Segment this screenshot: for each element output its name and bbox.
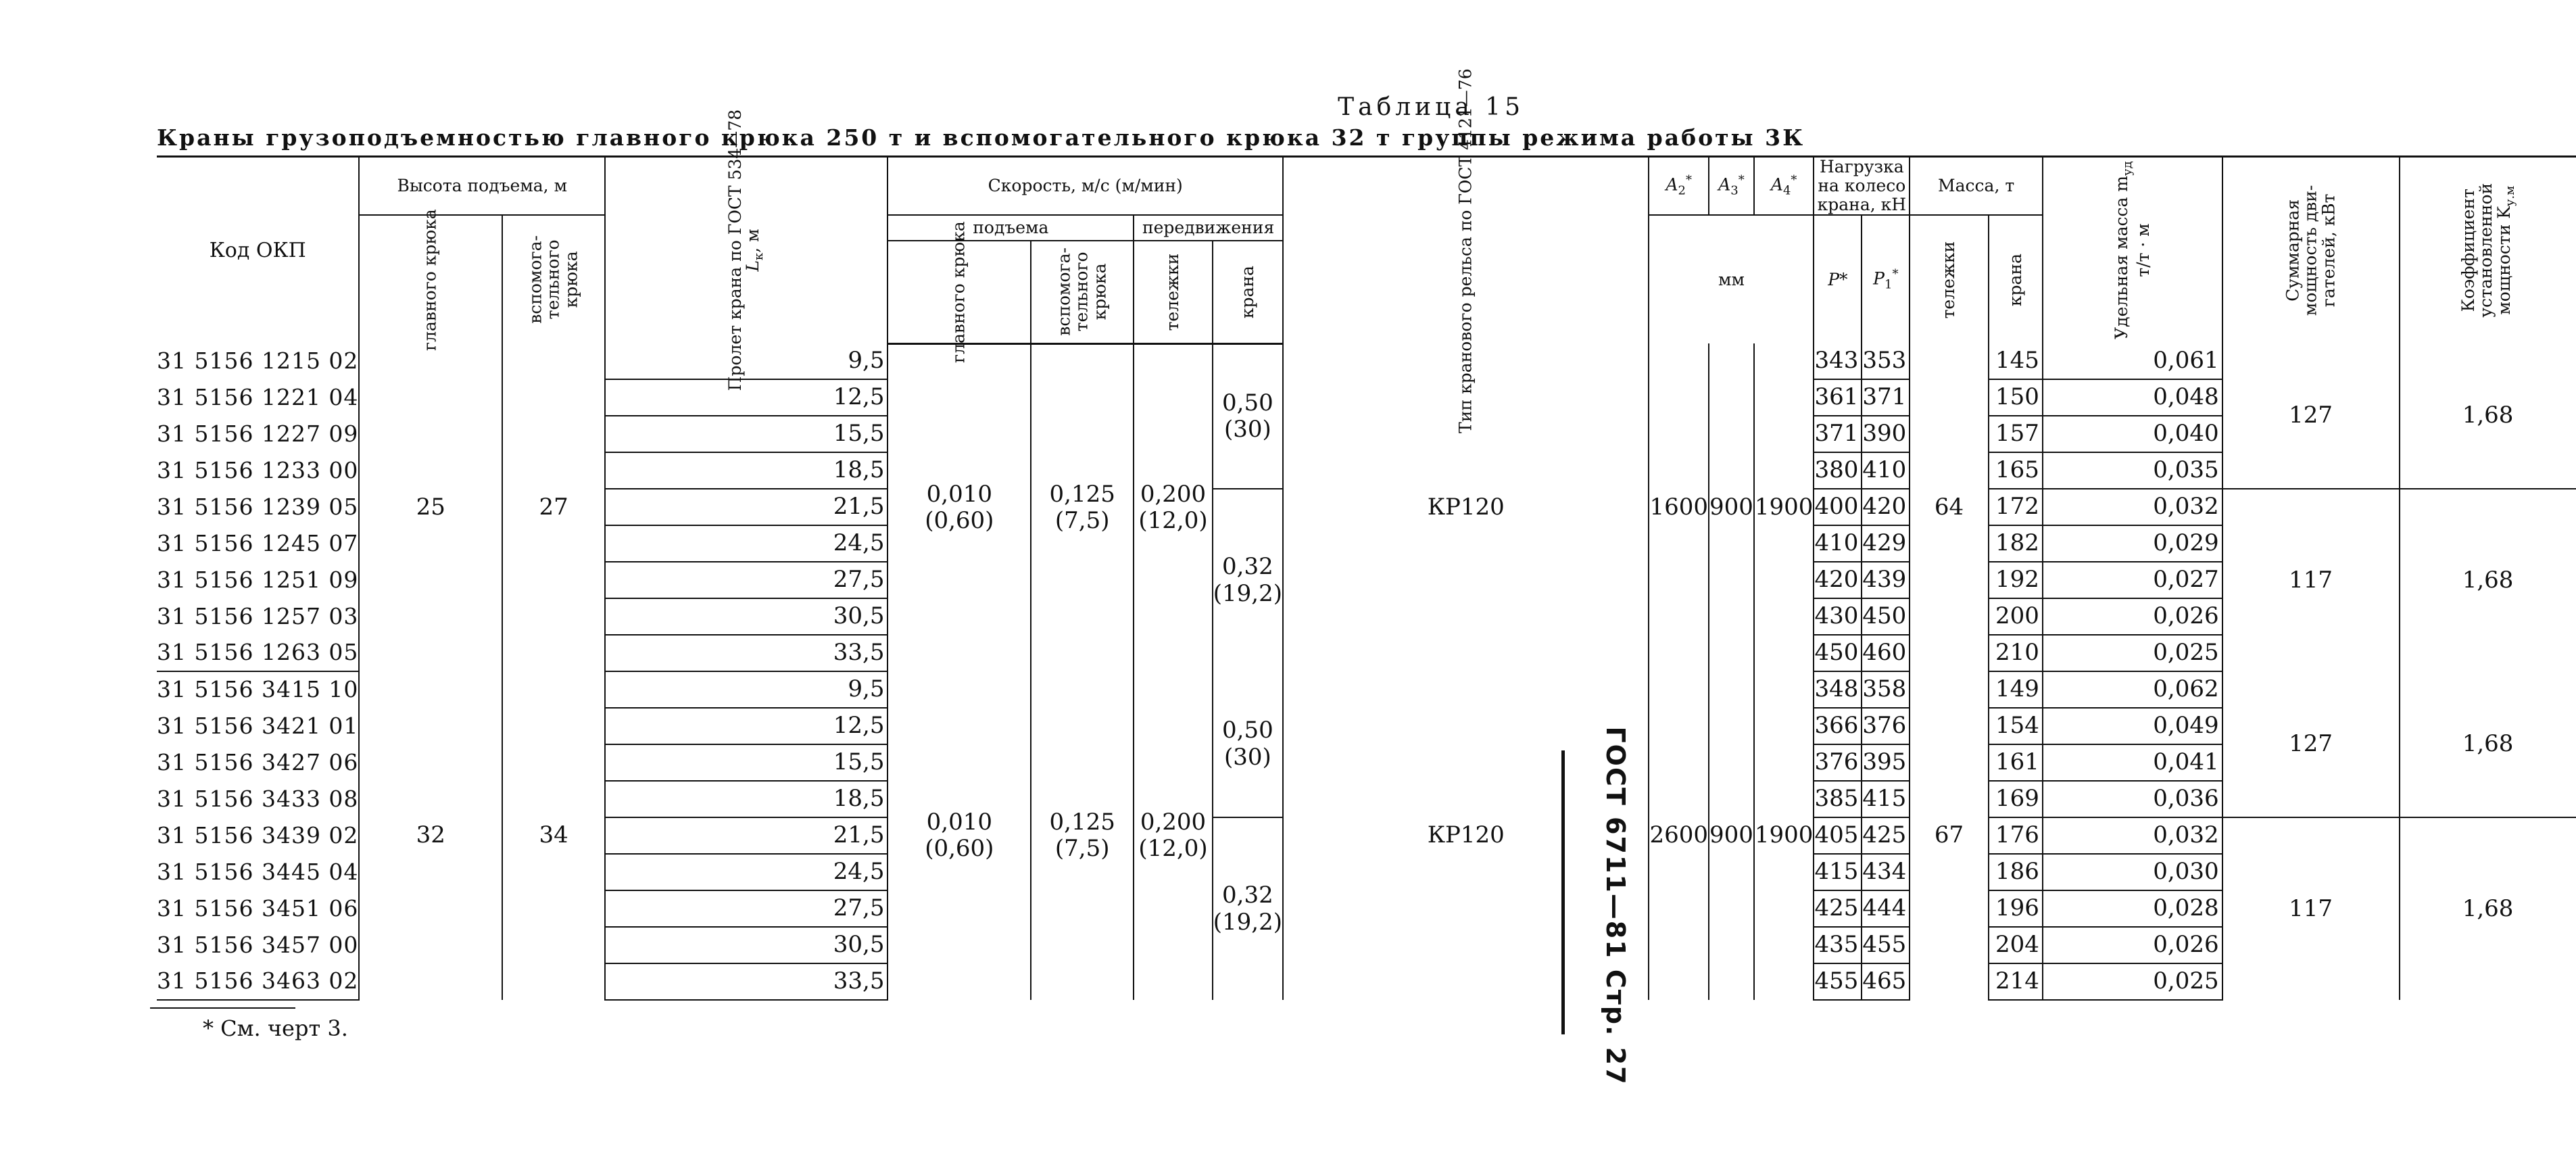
specific-mass: 0,025 bbox=[2043, 963, 2222, 1000]
total-power-a: 127 bbox=[2222, 671, 2400, 817]
okp-code: 31 5156 1251 09 bbox=[157, 562, 359, 598]
wheel-load-p: 450 bbox=[1814, 635, 1862, 671]
footnote: * См. черт 3. bbox=[203, 1015, 348, 1041]
wheel-load-p: 343 bbox=[1814, 343, 1862, 379]
header-lift-aux-hook: вспомога- тельного крюка bbox=[502, 215, 605, 343]
power-coefficient-b: 1,68 bbox=[2400, 489, 2576, 671]
header-a2: $A_2^*$ bbox=[1649, 157, 1709, 216]
speed-lift-main bbox=[888, 343, 1031, 671]
header-speed-aux-hook: вспомога- тельного крюка bbox=[1031, 241, 1134, 344]
specific-mass: 0,041 bbox=[2043, 744, 2222, 781]
speed-crane-a bbox=[1213, 671, 1283, 817]
header-specific-mass: Удельная масса $m_{уд}$ т/т · м bbox=[2043, 157, 2222, 344]
speed-lift-aux-ms: 0,125 bbox=[1049, 481, 1115, 508]
okp-code: 31 5156 3433 08 bbox=[157, 781, 359, 817]
mass-trolley: 64 bbox=[1910, 343, 1989, 671]
wheel-load-p: 366 bbox=[1814, 708, 1862, 744]
specific-mass: 0,028 bbox=[2043, 890, 2222, 927]
okp-code: 31 5156 3415 10 bbox=[157, 671, 359, 708]
header-rail: Тип кранового рельса по ГОСТ 4121—76 bbox=[1283, 157, 1649, 344]
mass-crane: 186 bbox=[1989, 854, 2043, 890]
okp-code: 31 5156 1215 02 bbox=[157, 343, 359, 379]
header-mm: мм bbox=[1649, 215, 1814, 343]
okp-code: 31 5156 1263 05 bbox=[157, 635, 359, 671]
okp-code: 31 5156 3451 06 bbox=[157, 890, 359, 927]
specific-mass: 0,032 bbox=[2043, 489, 2222, 525]
crane-span: 24,5 bbox=[605, 525, 888, 562]
speed-lift-main-mmin: (0,60) bbox=[925, 835, 994, 862]
speed-lift-aux-ms: 0,125 bbox=[1049, 808, 1115, 836]
okp-code: 31 5156 3463 02 bbox=[157, 963, 359, 1000]
wheel-load-p1: 429 bbox=[1862, 525, 1910, 562]
specific-mass: 0,036 bbox=[2043, 781, 2222, 817]
crane-span: 9,5 bbox=[605, 343, 888, 379]
header-power-coefficient: Коэффициент установленной мощности $K_{у.м}$ bbox=[2400, 157, 2576, 344]
wheel-load-p1: 410 bbox=[1862, 452, 1910, 489]
specific-mass: 0,035 bbox=[2043, 452, 2222, 489]
header-mass: Масса, т bbox=[1910, 157, 2043, 216]
header-travel: передвижения bbox=[1134, 215, 1283, 241]
wheel-load-p1: 439 bbox=[1862, 562, 1910, 598]
wheel-load-p: 430 bbox=[1814, 598, 1862, 635]
speed-crane-b bbox=[1213, 489, 1283, 671]
dim-a2: 1600 bbox=[1649, 343, 1709, 671]
mass-crane: 150 bbox=[1989, 379, 2043, 416]
table-row bbox=[157, 671, 2576, 708]
side-bar bbox=[1561, 750, 1565, 1034]
power-coefficient-b: 1,68 bbox=[2400, 817, 2576, 1000]
header-speed-trolley: тележки bbox=[1134, 241, 1213, 344]
wheel-load-p1: 465 bbox=[1862, 963, 1910, 1000]
specific-mass: 0,026 bbox=[2043, 927, 2222, 963]
speed-lift-aux bbox=[1031, 671, 1134, 1000]
header-wheel-load: Нагрузка на колесо крана, кН bbox=[1814, 157, 1910, 216]
wheel-load-p: 415 bbox=[1814, 854, 1862, 890]
dim-a4: 1900 bbox=[1754, 343, 1814, 671]
power-coefficient-a: 1,68 bbox=[2400, 671, 2576, 817]
crane-span: 21,5 bbox=[605, 817, 888, 854]
wheel-load-p1: 415 bbox=[1862, 781, 1910, 817]
crane-span: 12,5 bbox=[605, 379, 888, 416]
wheel-load-p: 420 bbox=[1814, 562, 1862, 598]
wheel-load-p1: 444 bbox=[1862, 890, 1910, 927]
total-power-b: 117 bbox=[2222, 817, 2400, 1000]
mass-crane: 214 bbox=[1989, 963, 2043, 1000]
lift-height-main: 25 bbox=[359, 343, 502, 671]
speed-trolley-ms: 0,200 bbox=[1140, 481, 1207, 508]
crane-span: 30,5 bbox=[605, 927, 888, 963]
wheel-load-p1: 455 bbox=[1862, 927, 1910, 963]
speed-crane-b-ms: 0,32 bbox=[1222, 553, 1273, 581]
mass-crane: 161 bbox=[1989, 744, 2043, 781]
mass-crane: 165 bbox=[1989, 452, 2043, 489]
speed-crane-a-ms: 0,50 bbox=[1222, 389, 1273, 416]
wheel-load-p: 410 bbox=[1814, 525, 1862, 562]
speed-lift-main-ms: 0,010 bbox=[926, 808, 992, 836]
mass-crane: 210 bbox=[1989, 635, 2043, 671]
speed-lift-aux bbox=[1031, 343, 1134, 671]
specific-mass: 0,026 bbox=[2043, 598, 2222, 635]
specific-mass: 0,062 bbox=[2043, 671, 2222, 708]
speed-crane-a-ms: 0,50 bbox=[1222, 717, 1273, 744]
crane-span: 33,5 bbox=[605, 963, 888, 1000]
okp-code: 31 5156 3445 04 bbox=[157, 854, 359, 890]
mass-crane: 157 bbox=[1989, 416, 2043, 452]
header-p: P* bbox=[1814, 215, 1862, 343]
mass-crane: 169 bbox=[1989, 781, 2043, 817]
header-speed: Скорость, м/с (м/мин) bbox=[888, 157, 1283, 216]
crane-span: 27,5 bbox=[605, 562, 888, 598]
specific-mass: 0,032 bbox=[2043, 817, 2222, 854]
okp-code: 31 5156 1245 07 bbox=[157, 525, 359, 562]
speed-crane-b-ms: 0,32 bbox=[1222, 882, 1273, 909]
dim-a3: 900 bbox=[1709, 671, 1754, 1000]
crane-span: 15,5 bbox=[605, 744, 888, 781]
mass-crane: 172 bbox=[1989, 489, 2043, 525]
speed-crane-b-mmin: (19,2) bbox=[1213, 579, 1283, 607]
specific-mass: 0,027 bbox=[2043, 562, 2222, 598]
header-mass-crane: крана bbox=[1989, 215, 2043, 343]
wheel-load-p: 385 bbox=[1814, 781, 1862, 817]
table-body bbox=[157, 343, 2576, 1000]
okp-code: 31 5156 1233 00 bbox=[157, 452, 359, 489]
wheel-load-p1: 450 bbox=[1862, 598, 1910, 635]
header-lift-height: Высота подъема, м bbox=[359, 157, 605, 216]
wheel-load-p: 425 bbox=[1814, 890, 1862, 927]
lift-height-aux: 34 bbox=[502, 671, 605, 1000]
header-span-text: Пролет крана по ГОСТ 534—78 bbox=[725, 110, 746, 391]
wheel-load-p: 380 bbox=[1814, 452, 1862, 489]
okp-code: 31 5156 3457 00 bbox=[157, 927, 359, 963]
mass-crane: 149 bbox=[1989, 671, 2043, 708]
wheel-load-p1: 395 bbox=[1862, 744, 1910, 781]
specific-mass: 0,029 bbox=[2043, 525, 2222, 562]
wheel-load-p1: 376 bbox=[1862, 708, 1910, 744]
okp-code: 31 5156 3439 02 bbox=[157, 817, 359, 854]
header-a3: $A_3^*$ bbox=[1709, 157, 1754, 216]
crane-span: 18,5 bbox=[605, 452, 888, 489]
wheel-load-p: 376 bbox=[1814, 744, 1862, 781]
table-number: Таблица 15 bbox=[1338, 93, 1524, 121]
header-code: Код ОКП bbox=[157, 157, 359, 344]
crane-span: 24,5 bbox=[605, 854, 888, 890]
mass-trolley: 67 bbox=[1910, 671, 1989, 1000]
crane-span: 30,5 bbox=[605, 598, 888, 635]
dim-a2: 2600 bbox=[1649, 671, 1709, 1000]
mass-crane: 192 bbox=[1989, 562, 2043, 598]
specific-mass: 0,048 bbox=[2043, 379, 2222, 416]
okp-code: 31 5156 3427 06 bbox=[157, 744, 359, 781]
wheel-load-p: 455 bbox=[1814, 963, 1862, 1000]
header-speed-crane: крана bbox=[1213, 241, 1283, 344]
wheel-load-p1: 390 bbox=[1862, 416, 1910, 452]
header-p1: $P_1^*$ bbox=[1862, 215, 1910, 343]
wheel-load-p: 405 bbox=[1814, 817, 1862, 854]
speed-lift-aux-mmin: (7,5) bbox=[1054, 835, 1110, 862]
header-span-sub: к bbox=[752, 253, 767, 261]
crane-span: 27,5 bbox=[605, 890, 888, 927]
lift-height-aux: 27 bbox=[502, 343, 605, 671]
mass-crane: 200 bbox=[1989, 598, 2043, 635]
wheel-load-p: 400 bbox=[1814, 489, 1862, 525]
wheel-load-p: 348 bbox=[1814, 671, 1862, 708]
mass-crane: 176 bbox=[1989, 817, 2043, 854]
speed-lift-main-mmin: (0,60) bbox=[925, 507, 994, 535]
okp-code: 31 5156 1221 04 bbox=[157, 379, 359, 416]
specific-mass: 0,025 bbox=[2043, 635, 2222, 671]
mass-crane: 182 bbox=[1989, 525, 2043, 562]
rail-type: КР120 bbox=[1283, 343, 1649, 671]
total-power-b: 117 bbox=[2222, 489, 2400, 671]
specific-mass: 0,049 bbox=[2043, 708, 2222, 744]
okp-code: 31 5156 1257 03 bbox=[157, 598, 359, 635]
table-caption: Краны грузоподъемностью главного крюка 250 т и вспомогательного крюка 32 т группы режима работы 3К bbox=[157, 124, 1805, 151]
crane-span: 21,5 bbox=[605, 489, 888, 525]
speed-trolley-mmin: (12,0) bbox=[1138, 507, 1208, 535]
wheel-load-p1: 420 bbox=[1862, 489, 1910, 525]
speed-trolley-ms: 0,200 bbox=[1140, 808, 1207, 836]
specific-mass: 0,030 bbox=[2043, 854, 2222, 890]
dim-a4: 1900 bbox=[1754, 671, 1814, 1000]
header-span-unit: L bbox=[743, 260, 763, 272]
wheel-load-p1: 460 bbox=[1862, 635, 1910, 671]
wheel-load-p1: 434 bbox=[1862, 854, 1910, 890]
crane-span: 15,5 bbox=[605, 416, 888, 452]
wheel-load-p: 435 bbox=[1814, 927, 1862, 963]
speed-trolley-mmin: (12,0) bbox=[1138, 835, 1208, 862]
speed-lift-main bbox=[888, 671, 1031, 1000]
speed-crane-a-mmin: (30) bbox=[1224, 743, 1271, 771]
header-mass-trolley: тележки bbox=[1910, 215, 1989, 343]
mass-crane: 145 bbox=[1989, 343, 2043, 379]
rail-type: КР120 bbox=[1283, 671, 1649, 1000]
mass-crane: 196 bbox=[1989, 890, 2043, 927]
okp-code: 31 5156 1227 09 bbox=[157, 416, 359, 452]
crane-span: 18,5 bbox=[605, 781, 888, 817]
speed-crane-a bbox=[1213, 343, 1283, 489]
specific-mass: 0,040 bbox=[2043, 416, 2222, 452]
header-speed-main-hook: главного крюка bbox=[888, 241, 1031, 344]
speed-crane-a-mmin: (30) bbox=[1224, 415, 1271, 443]
mass-crane: 204 bbox=[1989, 927, 2043, 963]
wheel-load-p: 361 bbox=[1814, 379, 1862, 416]
header-lift-main-hook: главного крюка bbox=[359, 215, 502, 343]
footnote-rule bbox=[150, 1007, 295, 1009]
total-power-a: 127 bbox=[2222, 343, 2400, 489]
okp-code: 31 5156 3421 01 bbox=[157, 708, 359, 744]
speed-trolley bbox=[1134, 343, 1213, 671]
wheel-load-p1: 358 bbox=[1862, 671, 1910, 708]
page-side-label: ГОСТ 6711—81 Стр. 27 bbox=[1601, 726, 1630, 1086]
dim-a3: 900 bbox=[1709, 343, 1754, 671]
table-row bbox=[157, 343, 2576, 379]
okp-code: 31 5156 1239 05 bbox=[157, 489, 359, 525]
header-lifting: подъема bbox=[888, 215, 1134, 241]
speed-trolley bbox=[1134, 671, 1213, 1000]
speed-crane-b bbox=[1213, 817, 1283, 1000]
header-total-power: Суммарная мощность дви- гателей, кВт bbox=[2222, 157, 2400, 344]
wheel-load-p1: 371 bbox=[1862, 379, 1910, 416]
crane-span: 9,5 bbox=[605, 671, 888, 708]
mass-crane: 154 bbox=[1989, 708, 2043, 744]
power-coefficient-a: 1,68 bbox=[2400, 343, 2576, 489]
header-span-tail: , м bbox=[743, 229, 763, 254]
speed-lift-aux-mmin: (7,5) bbox=[1054, 507, 1110, 535]
speed-crane-b-mmin: (19,2) bbox=[1213, 908, 1283, 936]
wheel-load-p: 371 bbox=[1814, 416, 1862, 452]
lift-height-main: 32 bbox=[359, 671, 502, 1000]
specific-mass: 0,061 bbox=[2043, 343, 2222, 379]
wheel-load-p1: 353 bbox=[1862, 343, 1910, 379]
crane-span: 12,5 bbox=[605, 708, 888, 744]
crane-span: 33,5 bbox=[605, 635, 888, 671]
header-a4: $A_4^*$ bbox=[1754, 157, 1814, 216]
wheel-load-p1: 425 bbox=[1862, 817, 1910, 854]
speed-lift-main-ms: 0,010 bbox=[926, 481, 992, 508]
